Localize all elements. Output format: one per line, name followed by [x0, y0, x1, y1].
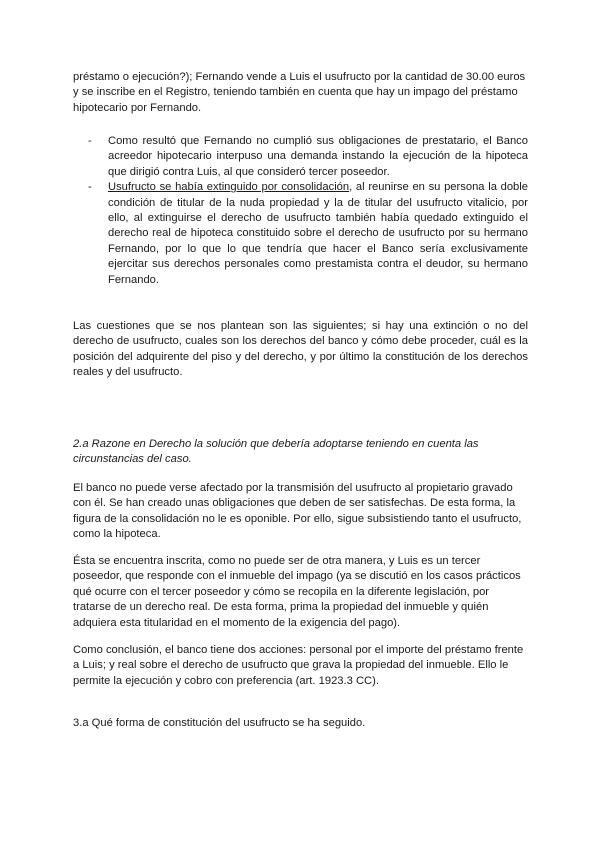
section2-heading: 2.a Razone en Derecho la solución que debería adoptarse teniendo en cuenta las circunstancias del caso.	[73, 438, 479, 466]
intro-paragraph: préstamo o ejecución?); Fernando vende a Luis el usufructo por la cantidad de 30.00 euros y se inscribe en el Registro, teniendo también en cuenta que hay un impago del préstamo hipotecario por Fernando.	[73, 71, 526, 114]
section2-paragraph-3: Como conclusión, el banco tiene dos acciones: personal por el importe del préstamo frente a Luis; y real sobre el derecho de usufructo que grava la propiedad del inmueble. Ello le permite la ejecución y cobro con preferencia (art. 1923.3 CC).	[73, 644, 524, 687]
section2-paragraph-1: El banco no puede verse afectado por la transmisión del usufructo al propietario gravado con él. Se han creado unas obligaciones que deben de ser satisfechas. De esta forma, la figura de la consolidación no le es oponible. Por ello, sigue subsistiendo tanto el usufructo, como la hipoteca.	[73, 482, 522, 541]
list-item	[88, 180, 528, 288]
bullet-list	[88, 134, 528, 288]
list-item	[88, 134, 528, 180]
section2-paragraph-2: Ésta se encuentra inscrita, como no puede ser de otra manera, y Luis es un tercer poseedor, que responde con el inmueble del impago (ya se discutió en los casos prácticos qué ocurre con el tercer poseedor y cómo se recopila en la diferente legislación, por tratarse de un derecho real. De esta forma, prima la propiedad del inmueble y quién adquiera esta titularidad en el momento de la exigencia del pago).	[73, 555, 521, 629]
questions-paragraph: Las cuestiones que se nos plantean son las siguientes; si hay una extinción o no del derecho de usufructo, cuales son los derechos del banco y cómo debe proceder, cuál es la posición del adquirente del piso y del derecho, y por último la constitución de los derechos reales y del usufructo.	[73, 320, 528, 379]
bullet-text: Como resultó que Fernando no cumplió sus obligaciones de prestatario, el Banco acreedor hipotecario interpuso una demanda instando la ejecución de la hipoteca que dirigió contra Luis, al que consideró tercer poseedor.	[108, 135, 528, 178]
bullet-dash: -	[88, 135, 92, 147]
bullet-text: , al reunirse en su persona la doble condición de titular de la nuda propiedad y la de titular del usufructo vitalicio, por ello, al extinguirse el derecho de usufructo también había quedado extinguido el derecho real de hipoteca constituido sobre el derecho de usufructo por su hermano Fernando, por lo que lo que tendría que hacer el Banco sería exclusivamente ejercitar sus derechos personales como prestamista contra el deudor, su hermano Fernando.	[108, 181, 528, 286]
bullet-dash: -	[88, 181, 92, 194]
section3-heading: 3.a Qué forma de constitución del usufructo se ha seguido.	[73, 717, 366, 729]
bullet-underlined-text: Usufructo se había extinguido por consolidación	[108, 181, 350, 194]
